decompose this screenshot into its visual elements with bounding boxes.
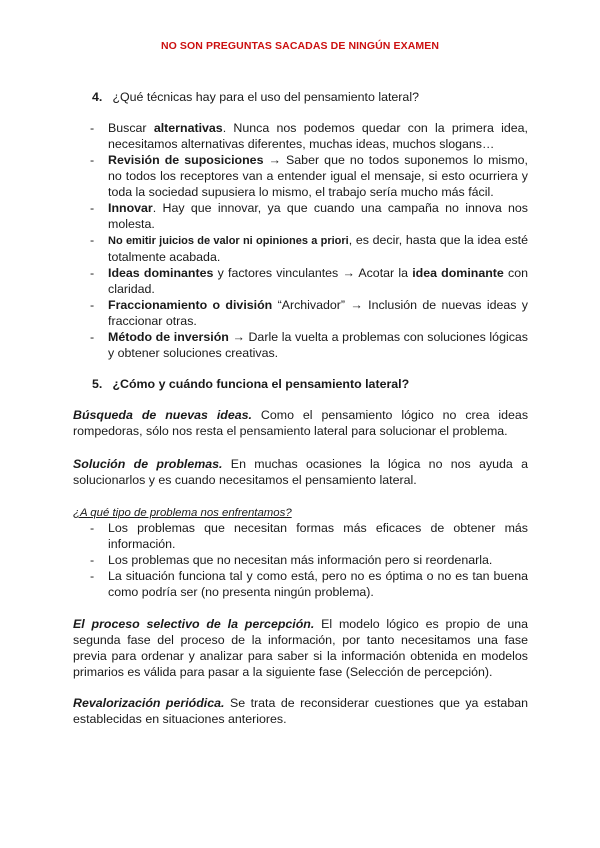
question-number: 4. xyxy=(92,90,103,104)
list-item xyxy=(90,568,528,600)
paragraph-text: Como el pensamiento lógico no crea ideas rompedoras, sólo nos resta el pensamiento lateral para solucionar el problema. xyxy=(73,408,529,438)
paragraph-revalorizacion xyxy=(73,695,528,727)
list-item xyxy=(90,265,528,297)
techniques-list xyxy=(90,120,528,361)
list-dash: - xyxy=(90,298,95,312)
list-item xyxy=(90,520,528,552)
list-dash: - xyxy=(90,153,95,167)
list-item xyxy=(90,120,528,152)
list-item xyxy=(90,552,528,568)
list-dash: - xyxy=(90,266,95,280)
item-text: Los problemas que no necesitan más información pero si reordenarla. xyxy=(108,553,493,567)
header-banner: NO SON PREGUNTAS SACADAS DE NINGÚN EXAMEN xyxy=(160,40,440,52)
item-bold: Ideas dominantes xyxy=(108,266,214,280)
paragraph-lead: Solución de problemas. xyxy=(73,457,223,471)
question-text: ¿Qué técnicas hay para el uso del pensamiento lateral? xyxy=(112,90,419,104)
item-text: La situación funciona tal y como está, pero no es óptima o no es tan buena como podría ser (no presenta ningún problema). xyxy=(108,569,528,599)
paragraph-solucion xyxy=(73,456,528,488)
list-dash: - xyxy=(90,233,95,247)
list-item xyxy=(90,152,528,200)
item-bold: Revisión de suposiciones xyxy=(108,153,264,167)
item-text: . Nunca nos podemos quedar con la primera idea, necesitamos alternativas diferentes, muchas ideas, muchos slogans… xyxy=(108,121,528,151)
list-dash: - xyxy=(90,330,95,344)
problems-list xyxy=(90,520,528,600)
paragraph-busqueda xyxy=(73,407,528,439)
item-bold: alternativas xyxy=(153,121,223,135)
list-item xyxy=(90,329,528,361)
question-5-heading xyxy=(92,376,409,392)
list-dash: - xyxy=(90,569,95,583)
paragraph-proceso xyxy=(73,616,528,680)
list-item xyxy=(90,297,528,329)
paragraph-lead: Búsqueda de nuevas ideas. xyxy=(73,408,252,422)
question-text: ¿Cómo y cuándo funciona el pensamiento lateral? xyxy=(112,377,410,391)
item-bold: idea dominante xyxy=(412,266,504,280)
list-item xyxy=(90,200,528,232)
item-text: , es decir, hasta que la idea esté totalmente acabada. xyxy=(108,233,528,264)
list-dash: - xyxy=(90,121,95,135)
item-text: y factores vinculantes → Acotar la xyxy=(213,266,413,280)
item-bold: Innovar xyxy=(108,201,153,215)
paragraph-text: El modelo lógico es propio de una segunda fase del proceso de la información, por tanto necesitamos una fase previa para ordenar y analizar para saber si la información obtenida en modelos primarios es válida para pasar a la siguiente fase (Selección de percepción). xyxy=(73,617,528,679)
list-dash: - xyxy=(90,521,95,535)
paragraph-text: En muchas ocasiones la lógica no nos ayuda a solucionarlos y es cuando necesitamos el pensamiento lateral. xyxy=(73,457,529,487)
item-text: → Saber que no todos suponemos lo mismo, no todos los receptores van a entender igual el mensaje, si esto ocurriera y toda la sociedad supusiera lo mismo, el trabajo sería mucho más fácil. xyxy=(108,153,528,199)
item-bold: Método de inversión xyxy=(108,330,229,344)
subquestion: ¿A qué tipo de problema nos enfrentamos? xyxy=(73,507,292,519)
item-text: “Archivador” → Inclusión de nuevas ideas y fraccionar otras. xyxy=(108,298,528,328)
paragraph-lead: Revalorización periódica. xyxy=(73,696,225,710)
question-4-heading xyxy=(92,89,419,105)
list-dash: - xyxy=(90,553,95,567)
item-text: . Hay que innovar, ya que cuando una campaña no innova nos molesta. xyxy=(108,201,528,231)
item-text: con claridad. xyxy=(108,266,528,296)
list-dash: - xyxy=(90,201,95,215)
item-text: Los problemas que necesitan formas más eficaces de obtener más información. xyxy=(108,521,528,551)
list-item xyxy=(90,232,528,265)
item-bold: No emitir juicios de valor ni opiniones a priori xyxy=(108,235,349,247)
paragraph-lead: El proceso selectivo de la percepción. xyxy=(73,617,315,631)
question-number: 5. xyxy=(92,377,103,391)
item-text: Buscar xyxy=(108,121,154,135)
paragraph-text: Se trata de reconsiderar cuestiones que ya estaban establecidas en situaciones anteriores. xyxy=(73,696,528,726)
item-bold: Fraccionamiento o división xyxy=(108,298,273,312)
item-text: → Darle la vuelta a problemas con soluciones lógicas y obtener soluciones creativas. xyxy=(108,330,528,360)
